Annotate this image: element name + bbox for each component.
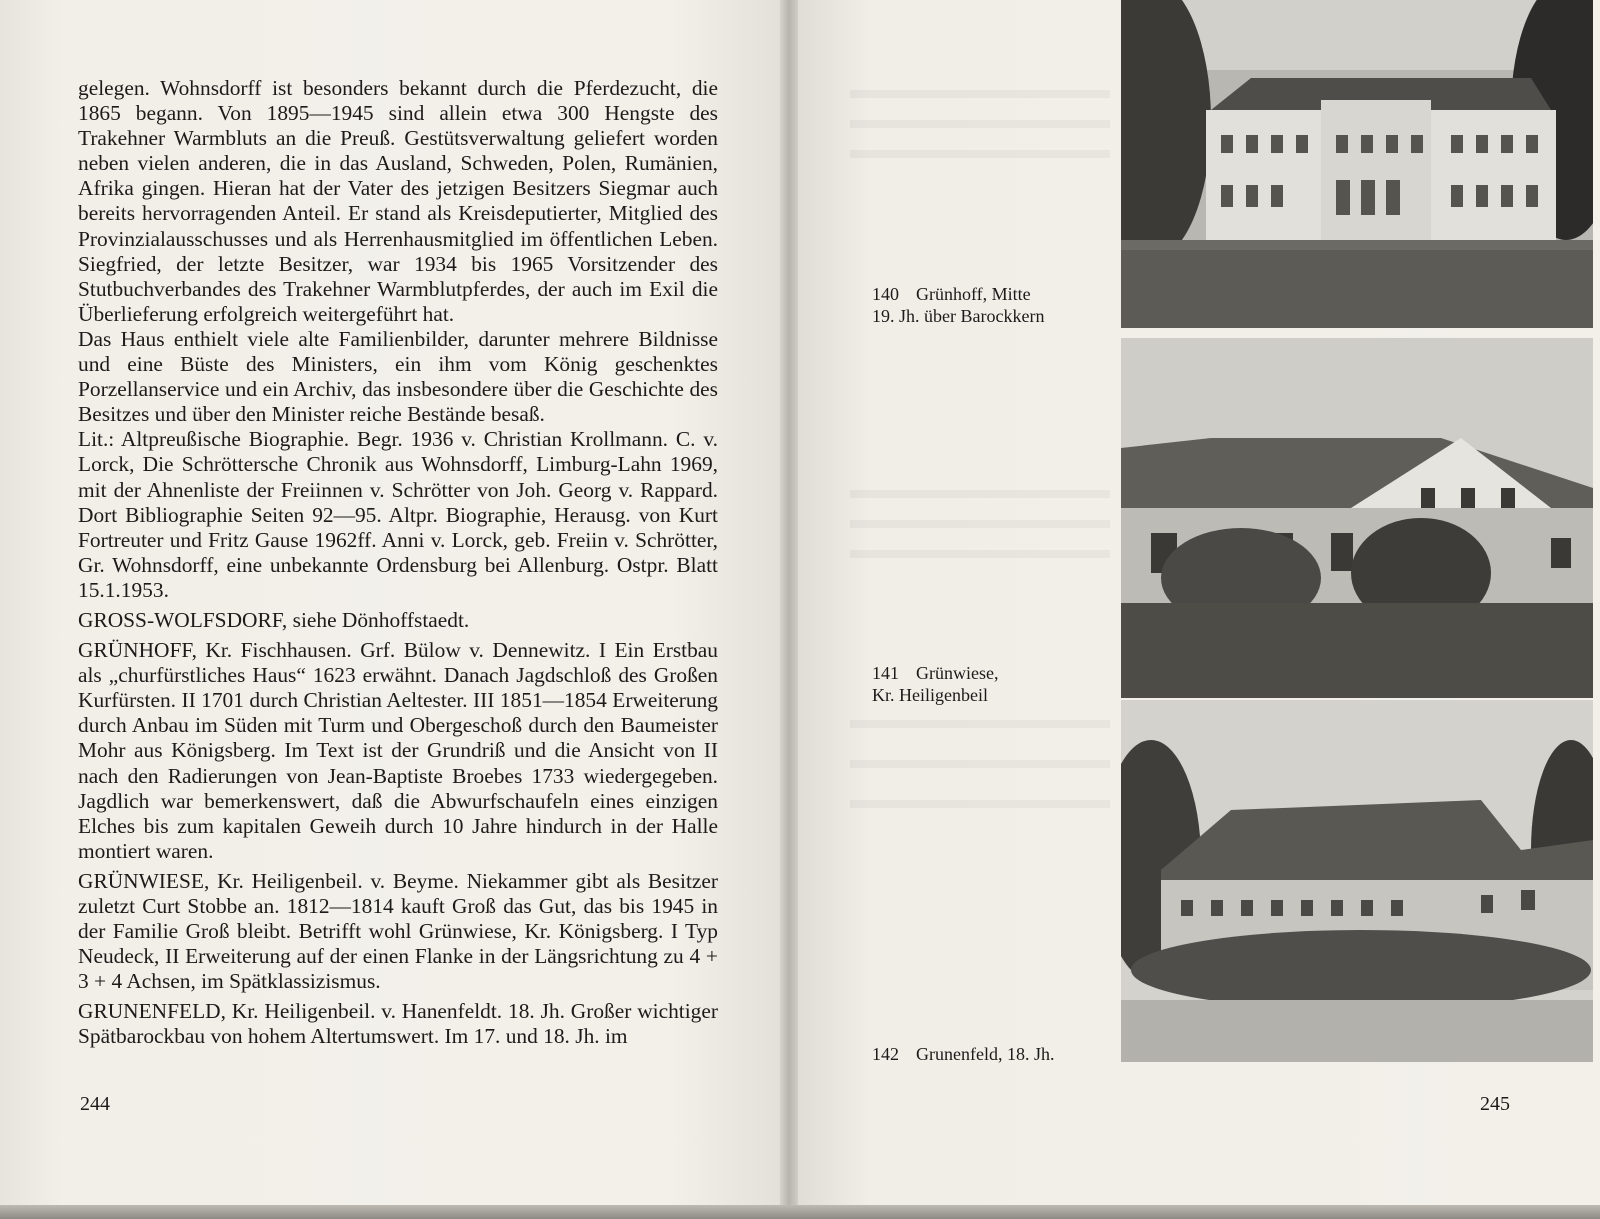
photo-grunenfeld xyxy=(1121,700,1593,1062)
page-number-left: 244 xyxy=(80,1093,110,1115)
book-gutter xyxy=(780,0,798,1219)
figure-number: 140 xyxy=(872,284,899,304)
caption-text: Grünwiese, xyxy=(916,663,999,683)
entry-gruenhoff: GRÜNHOFF, Kr. Fischhausen. Grf. Bülow v. Dennewitz. I Ein Erstbau als „churfürstliches Haus“ 1623 erwähnt. Danach Jagdschloß des Großen Kurfürsten. II 1701 durch Christian Aeltester. III 1851—1854 Erweiterung durch Anbau im Süden mit Turm und Obergeschoß durch den Baumeister Mohr aus Königsberg. Im Text ist der Grundriß und die Ansicht von II nach den Radierungen von Jean-Baptiste Broebes 1733 wiedergegeben. Jagdlich war bemerkenswert, daß die Abwurfschaufeln eines einzigen Elches bis zum kapitalen Geweih durch 10 Jahre hindurch in der Halle montiert waren. xyxy=(78,638,718,863)
caption-fig-141 xyxy=(872,662,1102,706)
caption-text: Grünhoff, Mitte xyxy=(916,284,1031,304)
photo-gruenhoff xyxy=(1121,0,1593,328)
paragraph: gelegen. Wohnsdorff ist besonders bekannt durch die Pferdezucht, die 1865 begann. Von 1895—1945 sind allein etwa 300 Hengste des Trakehner Warmbluts an die Preuß. Gestütsverwaltung geliefert worden neben vielen anderen, die in das Ausland, Schweden, Polen, Rumänien, Afrika gingen. Hieran hat der Vater des jetzigen Besitzers Siegmar auch bereits hervorragenden Anteil. Er stand als Kreisdeputierter, Mitglied des Provinzialausschusses und als Herrenhausmitglied im öffentlichen Leben. Siegfried, der letzte Besitzer, war 1934 bis 1965 Vorsitzender des Stutbuchverbandes des Trakehner Warmblutpferdes, der auch im Exil die Überlieferung erfolgreich weitergeführt hat. xyxy=(78,76,718,326)
caption-fig-140 xyxy=(872,283,1102,327)
entry-gross-wolfsdorf: GROSS-WOLFSDORF, siehe Dönhoffstaedt. xyxy=(78,607,470,632)
paragraph: Das Haus enthielt viele alte Familienbilder, darunter mehrere Bildnisse und eine Büste des Ministers, ein ihm vom König geschenktes Porzellanservice und ein Archiv, das insbesondere über die Geschichte des Besitzes und über den Minister reiche Bestände besaß. xyxy=(78,326,718,427)
caption-text: Kr. Heiligenbeil xyxy=(872,685,988,705)
left-page-body-text xyxy=(78,76,718,1050)
caption-text: 19. Jh. über Barockkern xyxy=(872,306,1045,326)
photo-gruenwiese xyxy=(1121,338,1593,698)
paragraph: Lit.: Altpreußische Biographie. Begr. 1936 v. Christian Krollmann. C. v. Lorck, Die Schröttersche Chronik aus Wohnsdorff, Limburg-Lahn 1969, mit der Ahnenliste der Freiinnen v. Schrötter von Joh. Georg v. Rappard. Dort Bibliographie Seiten 92—95. Altpr. Biographie, Herausg. von Kurt Fortreuter und Fritz Gause 1962ff. Anni v. Lorck, geb. Freiin v. Schrötter, Gr. Wohnsdorff, eine unbekannte Ordensburg bei Allenburg. Ostpr. Blatt 15.1.1953. xyxy=(78,427,718,602)
left-page xyxy=(0,0,788,1219)
page-number-right: 245 xyxy=(1480,1093,1510,1115)
book-bottom-edge xyxy=(0,1205,1600,1219)
entry-gruenwiese: GRÜNWIESE, Kr. Heiligenbeil. v. Beyme. Niekammer gibt als Besitzer zuletzt Curt Stobbe an. 1812—1814 kauft Groß das Gut, das bis 1945 in der Familie Groß bleibt. Betrifft wohl Grünwiese, Kr. Königsberg. I Typ Neudeck, II Erweiterung auf der einen Flanke in der Längsrichtung zu 4 + 3 + 4 Achsen, im Spätklassizismus. xyxy=(78,868,718,994)
caption-text: Grunenfeld, 18. Jh. xyxy=(916,1044,1055,1064)
figure-number: 141 xyxy=(872,663,899,683)
caption-fig-142 xyxy=(872,1043,1102,1065)
entry-grunenfeld: GRUNENFELD, Kr. Heiligenbeil. v. Hanenfeldt. 18. Jh. Großer wichtiger Spätbarockbau von hohem Altertumswert. Im 17. und 18. Jh. im xyxy=(78,999,718,1049)
figure-number: 142 xyxy=(872,1044,899,1064)
